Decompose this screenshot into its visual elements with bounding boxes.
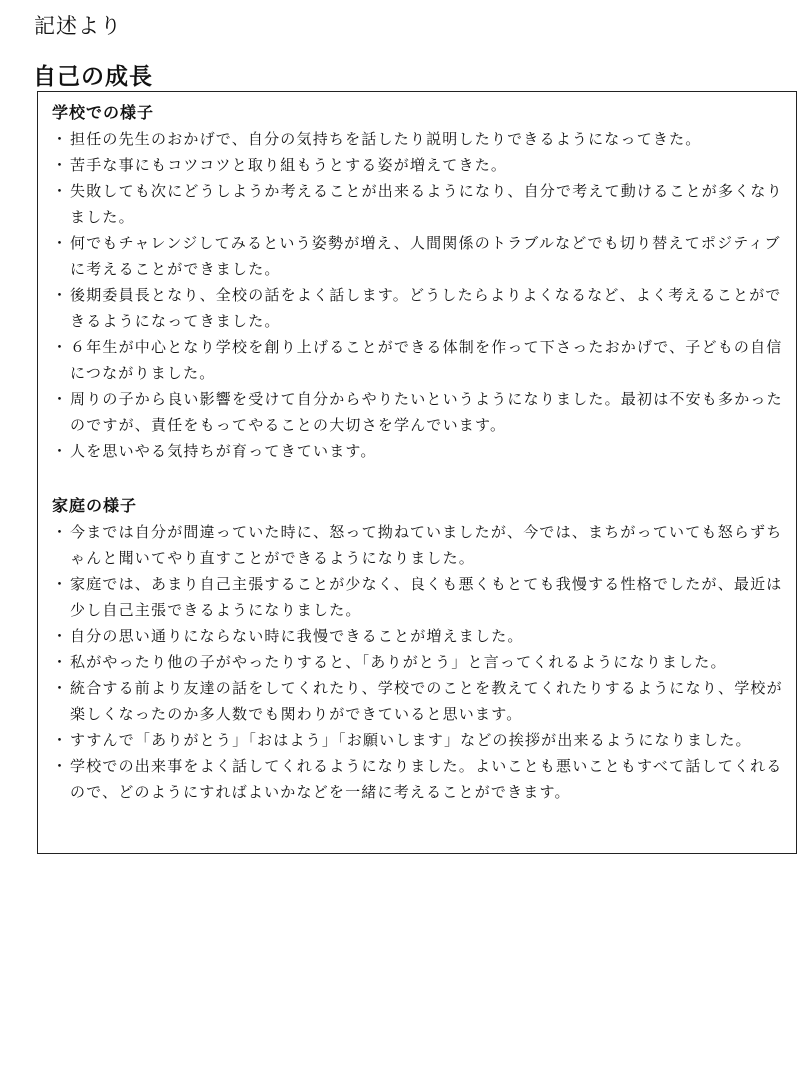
list-item: ・ 失敗しても次にどうしようか考えることが出来るようになり、自分で考えて動けることが多くなりました。 <box>52 178 792 230</box>
list-item: ・ ６年生が中心となり学校を創り上げることができる体制を作って下さったおかげで、子どもの自信につながりました。 <box>52 334 792 386</box>
school-section-title: 学校での様子 <box>52 103 155 122</box>
list-item: ・ 家庭では、あまり自己主張することが少なく、良くも悪くもとても我慢する性格でしたが、最近は少し自己主張できるようになりました。 <box>52 571 792 623</box>
school-list <box>52 126 792 464</box>
list-item: ・ 人を思いやる気持ちが育ってきています。 <box>52 438 792 464</box>
header-label: 記述より <box>34 14 122 38</box>
list-item: ・ 私がやったり他の子がやったりすると、「ありがとう」と言ってくれるようになりました。 <box>52 649 792 675</box>
page-title: 自己の成長 <box>33 64 153 90</box>
list-item: ・ 何でもチャレンジしてみるという姿勢が増え、人間関係のトラブルなどでも切り替えてポジティブに考えることができました。 <box>52 230 792 282</box>
home-list <box>52 519 792 805</box>
list-item: ・ すすんで「ありがとう」「おはよう」「お願いします」などの挨拶が出来るようになりました。 <box>52 727 792 753</box>
list-item: ・ 自分の思い通りにならない時に我慢できることが増えました。 <box>52 623 792 649</box>
list-item: ・ 統合する前より友達の話をしてくれたり、学校でのことを教えてくれたりするようになり、学校が楽しくなったのか多人数でも関わりができていると思います。 <box>52 675 792 727</box>
school-section <box>52 100 792 464</box>
list-item: ・ 今までは自分が間違っていた時に、怒って拗ねていましたが、今では、まちがっていても怒らずちゃんと聞いてやり直すことができるようになりました。 <box>52 519 792 571</box>
list-item: ・ 後期委員長となり、全校の話をよく話します。どうしたらよりよくなるなど、よく考えることができるようになってきました。 <box>52 282 792 334</box>
list-item: ・ 学校での出来事をよく話してくれるようになりました。よいことも悪いこともすべて話してくれるので、どのようにすればよいかなどを一緒に考えることができます。 <box>52 753 792 805</box>
list-item: ・ 担任の先生のおかげで、自分の気持ちを話したり説明したりできるようになってきた。 <box>52 126 792 152</box>
home-section-title: 家庭の様子 <box>52 496 138 515</box>
list-item: ・ 周りの子から良い影響を受けて自分からやりたいというようになりました。最初は不安も多かったのですが、責任をもってやることの大切さを学んでいます。 <box>52 386 792 438</box>
content-box <box>37 91 797 854</box>
list-item: ・ 苦手な事にもコツコツと取り組もうとする姿が増えてきた。 <box>52 152 792 178</box>
home-section <box>52 493 792 805</box>
